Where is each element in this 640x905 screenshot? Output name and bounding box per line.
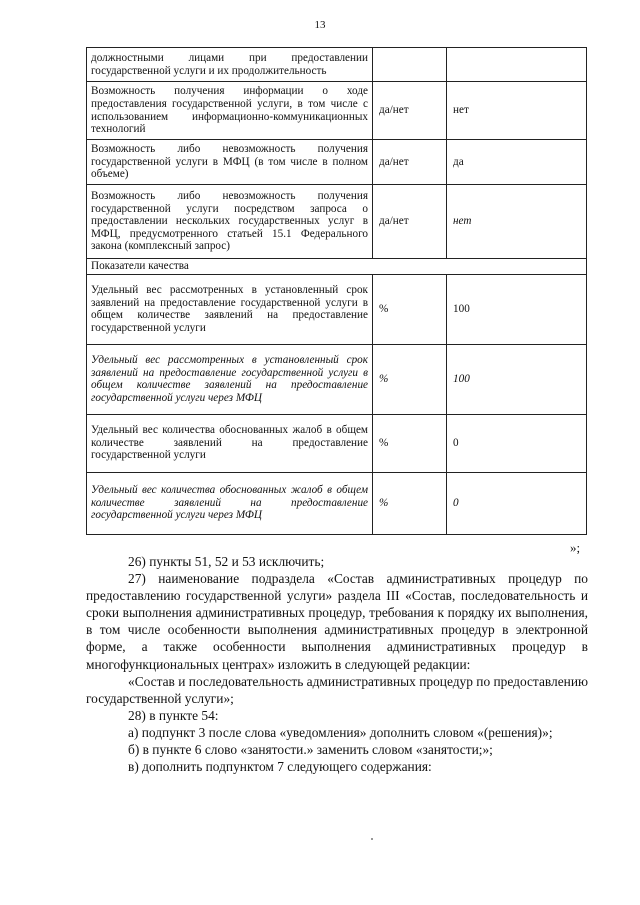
value-cell: 100 — [447, 274, 587, 344]
closing-quote: »; — [570, 540, 581, 555]
unit-cell: % — [373, 472, 447, 534]
paragraph: в) дополнить подпунктом 7 следующего содержания: — [128, 759, 432, 775]
section-header: Показатели качества — [87, 259, 587, 275]
indicator-cell: Возможность либо невозможность получения государственной услуги посредством запроса о предоставлении нескольких государственных услуг в МФЦ, предусмотренного статьей 15.1 Федерального закона (комплексный запрос) — [87, 185, 373, 259]
unit-cell — [373, 48, 447, 82]
table-row — [87, 140, 587, 185]
value-cell: 100 — [447, 344, 587, 414]
table-row — [87, 344, 587, 414]
amendment-text — [86, 553, 588, 775]
value-cell — [447, 48, 587, 82]
indicators-table — [86, 47, 587, 535]
value-cell: 0 — [447, 414, 587, 472]
paragraph: б) в пункте 6 слово «занятости.» заменить словом «занятости;»; — [128, 742, 493, 758]
table-row — [87, 82, 587, 140]
indicator-cell: должностными лицами при предоставлении государственной услуги и их продолжительность — [87, 48, 373, 82]
paragraph: 26) пункты 51, 52 и 53 исключить; — [128, 554, 325, 569]
scan-speck — [371, 838, 373, 840]
table-row — [87, 274, 587, 344]
unit-cell: да/нет — [373, 185, 447, 259]
unit-cell: % — [373, 344, 447, 414]
indicator-cell: Удельный вес рассмотренных в установленный срок заявлений на предоставление государственной услуги в общем количестве заявлений на предоставление государственной услуги — [87, 274, 373, 344]
value-cell: да — [447, 140, 587, 185]
page-number: 13 — [314, 19, 326, 31]
table-row — [87, 48, 587, 82]
paragraph: а) подпункт 3 после слова «уведомления» дополнить словом «(решения)»; — [128, 724, 553, 740]
unit-cell: да/нет — [373, 82, 447, 140]
table-row — [87, 185, 587, 259]
section-header-row — [87, 259, 587, 275]
paragraph: 27) наименование подраздела «Состав административных процедур по предоставлению государственной услуги» раздела III «Состав, последовательность и сроки выполнения административных процедур, требования к порядку их выполнения, в том числе особенности выполнения административных процедур в электронной форме, а также особенности выполнения административных процедур в многофункциональных центрах» изложить в следующей редакции: — [86, 571, 588, 672]
value-cell: нет — [447, 82, 587, 140]
indicator-cell: Удельный вес количества обоснованных жалоб в общем количестве заявлений на предоставление государственной услуги — [87, 414, 373, 472]
indicator-cell: Возможность либо невозможность получения государственной услуги в МФЦ (в том числе в полном объеме) — [87, 140, 373, 185]
paragraph: 28) в пункте 54: — [128, 707, 219, 723]
indicator-cell: Удельный вес рассмотренных в установленный срок заявлений на предоставление государственной услуги в общем количестве заявлений на предоставление государственной услуги через МФЦ — [87, 344, 373, 414]
unit-cell: да/нет — [373, 140, 447, 185]
table-row — [87, 472, 587, 534]
indicator-cell: Удельный вес количества обоснованных жалоб в общем количестве заявлений на предоставление государственной услуги через МФЦ — [87, 472, 373, 534]
indicator-cell: Возможность получения информации о ходе предоставления государственной услуги, в том числе с использованием информационно-коммуникационных технологий — [87, 82, 373, 140]
table-row — [87, 414, 587, 472]
unit-cell: % — [373, 274, 447, 344]
value-cell: нет — [447, 185, 587, 259]
value-cell: 0 — [447, 472, 587, 534]
paragraph: «Состав и последовательность административных процедур по предоставлению государственной услуги»; — [86, 673, 588, 706]
unit-cell: % — [373, 414, 447, 472]
